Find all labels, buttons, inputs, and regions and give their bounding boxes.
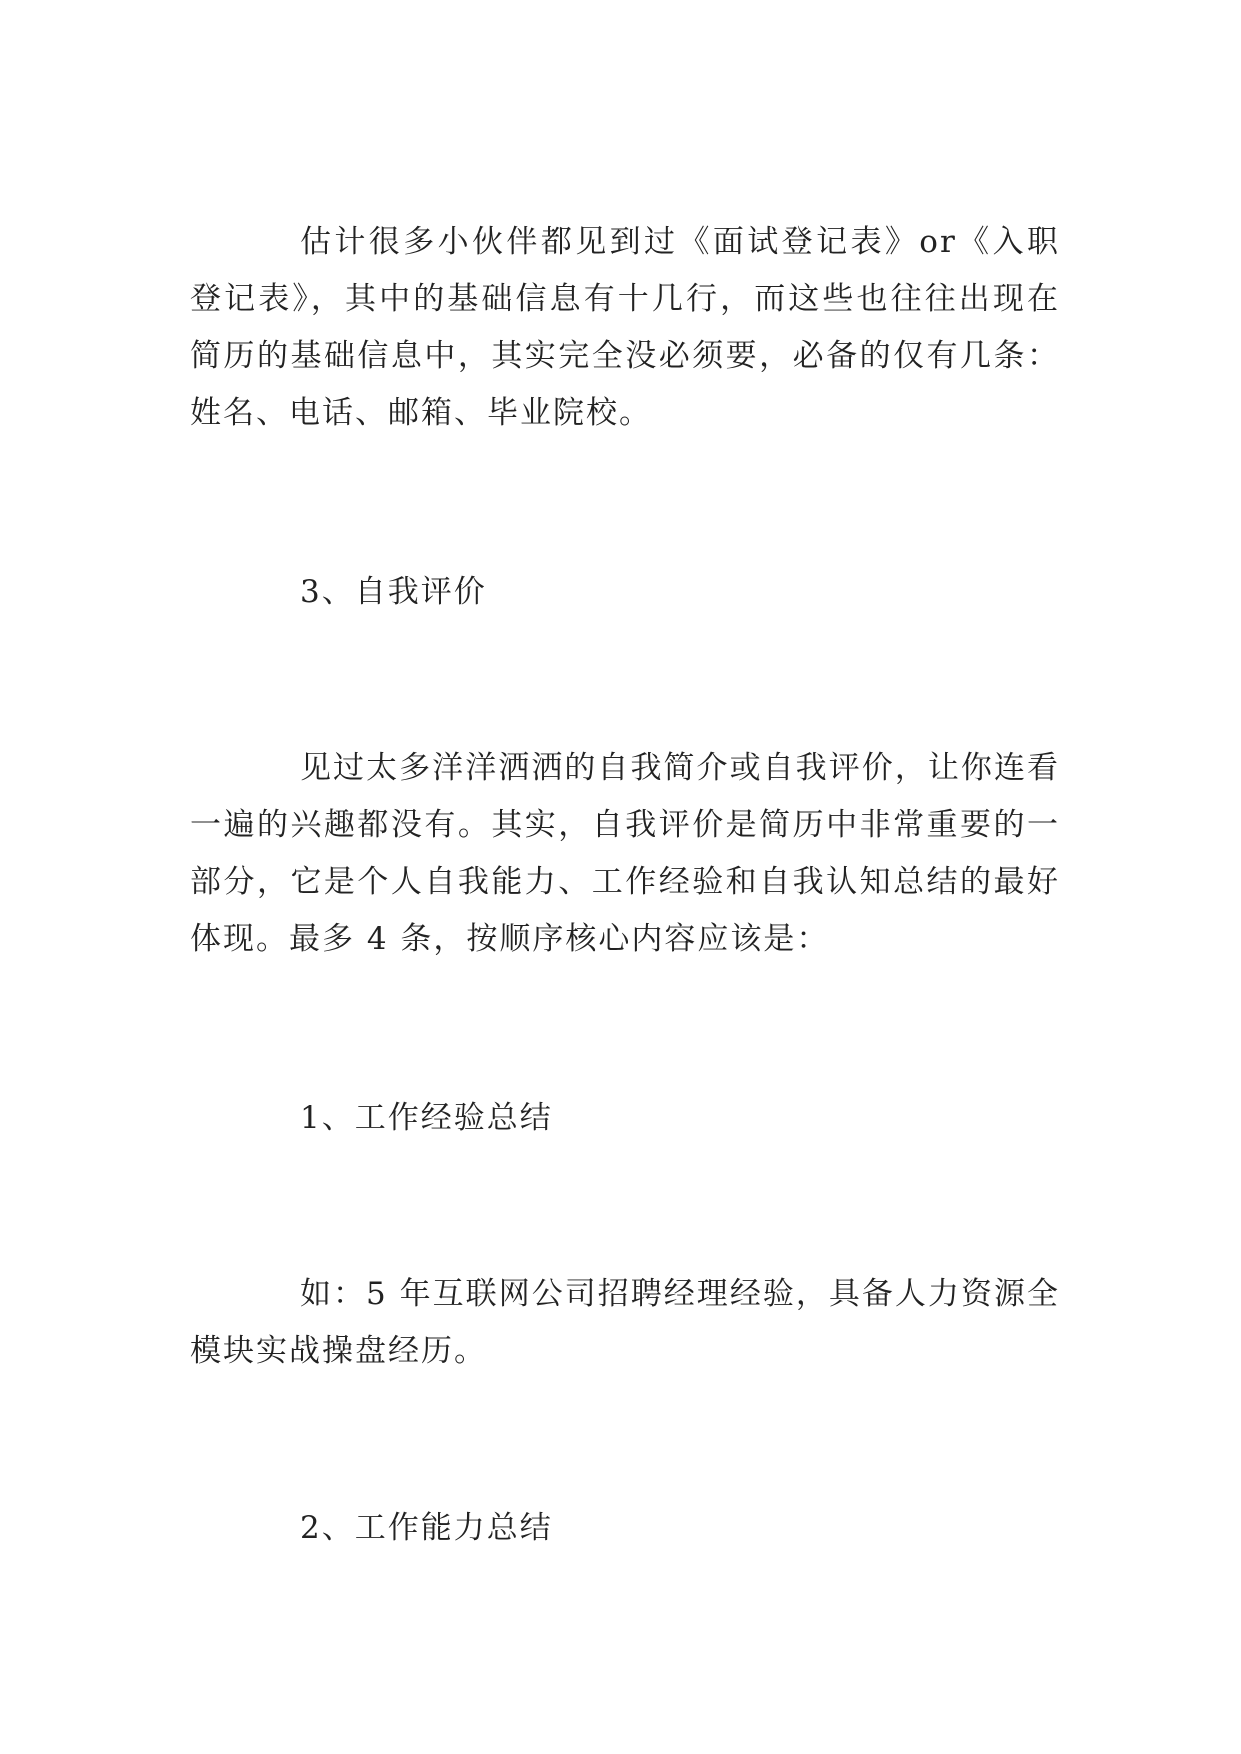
section-heading-self-evaluation: 3、自我评价 bbox=[300, 574, 487, 610]
subheading-work-ability-summary: 2、工作能力总结 bbox=[300, 1510, 553, 1546]
example-paragraph: 如：5 年互联网公司招聘经理经验，具备人力资源全模块实战操盘经历。 bbox=[190, 1276, 1060, 1369]
self-evaluation-paragraph: 见过太多洋洋洒洒的自我简介或自我评价，让你连看一遍的兴趣都没有。其实，自我评价是简历中非常重要的一部分，它是个人自我能力、工作经验和自我认知总结的最好体现。最多 4 条，按顺序核心内容应该是： bbox=[190, 750, 1060, 957]
subheading-work-experience-summary: 1、工作经验总结 bbox=[300, 1100, 553, 1136]
intro-paragraph: 估计很多小伙伴都见到过《面试登记表》or《入职登记表》，其中的基础信息有十几行，而这些也往往出现在简历的基础信息中，其实完全没必须要，必备的仅有几条：姓名、电话、邮箱、毕业院校。 bbox=[190, 224, 1060, 431]
